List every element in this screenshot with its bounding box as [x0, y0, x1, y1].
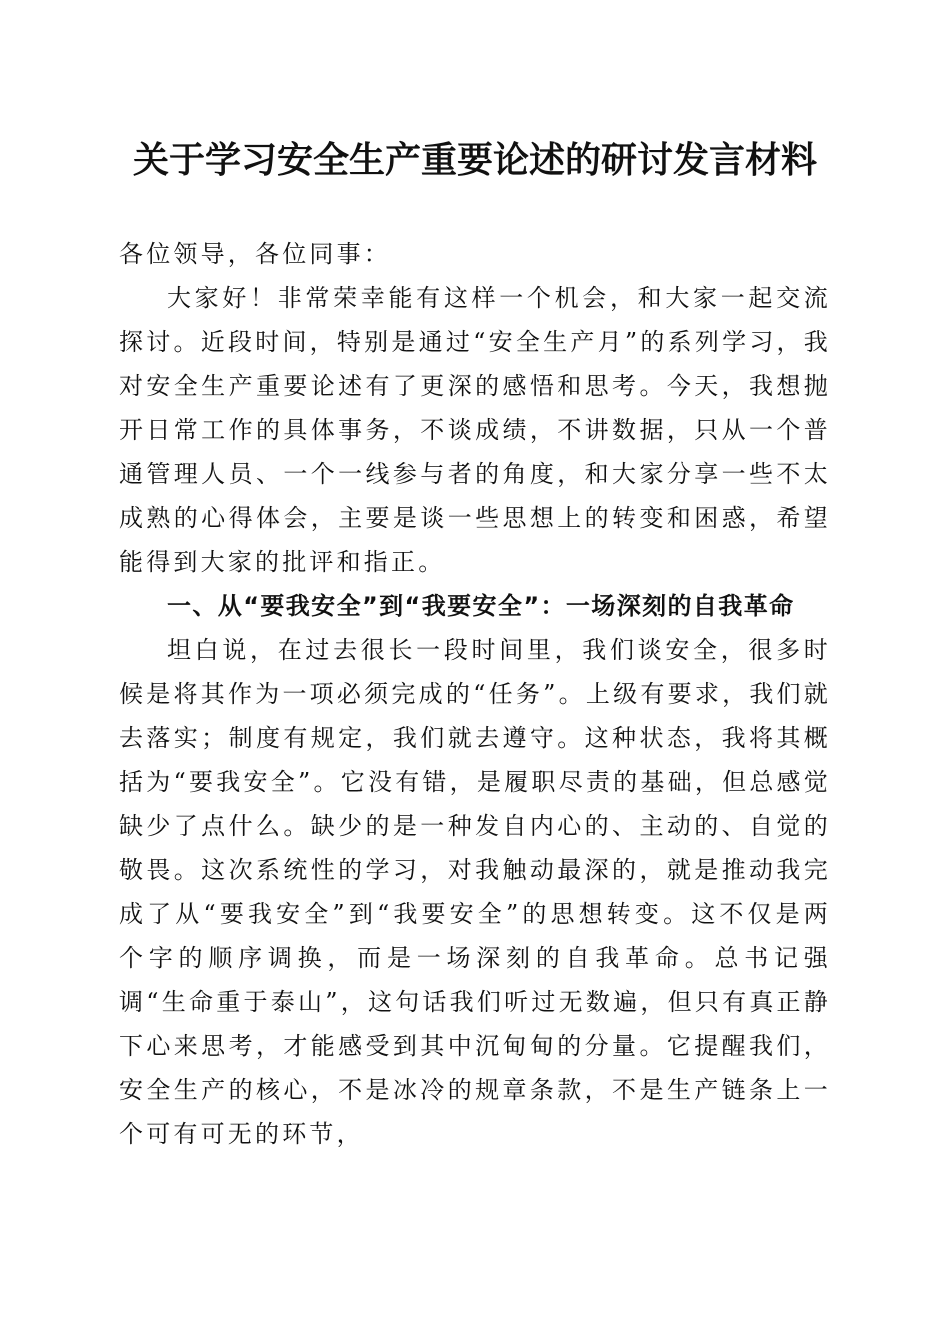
document-title: 关于学习安全生产重要论述的研讨发言材料 — [132, 139, 817, 181]
salutation: 各位领导，各位同事： — [119, 240, 391, 268]
document-body — [119, 232, 831, 1156]
section-1-heading: 一、从“要我安全”到“我要安全”：一场深刻的自我革命 — [167, 592, 795, 620]
intro-paragraph: 大家好！非常荣幸能有这样一个机会，和大家一起交流探讨。近段时间，特别是通过“安全生产月”的系列学习，我对安全生产重要论述有了更深的感悟和思考。今天，我想抛开日常工作的具体事务，不谈成绩，不讲数据，只从一个普通管理人员、一个一线参与者的角度，和大家分享一些不太成熟的心得体会，主要是谈一些思想上的转变和困惑，希望能得到大家的批评和指正。 — [119, 284, 831, 576]
section-1-paragraph: 坦白说，在过去很长一段时间里，我们谈安全，很多时候是将其作为一项必须完成的“任务”。上级有要求，我们就去落实；制度有规定，我们就去遵守。这种状态，我将其概括为“要我安全”。它没有错，是履职尽责的基础，但总感觉缺少了点什么。缺少的是一种发自内心的、主动的、自觉的敬畏。这次系统性的学习，对我触动最深的，就是推动我完成了从“要我安全”到“我要安全”的思想转变。这不仅是两个字的顺序调换，而是一场深刻的自我革命。总书记强调“生命重于泰山”，这句话我们听过无数遍，但只有真正静下心来思考，才能感受到其中沉甸甸的分量。它提醒我们，安全生产的核心，不是冰冷的规章条款，不是生产链条上一个可有可无的环节， — [119, 636, 831, 1148]
